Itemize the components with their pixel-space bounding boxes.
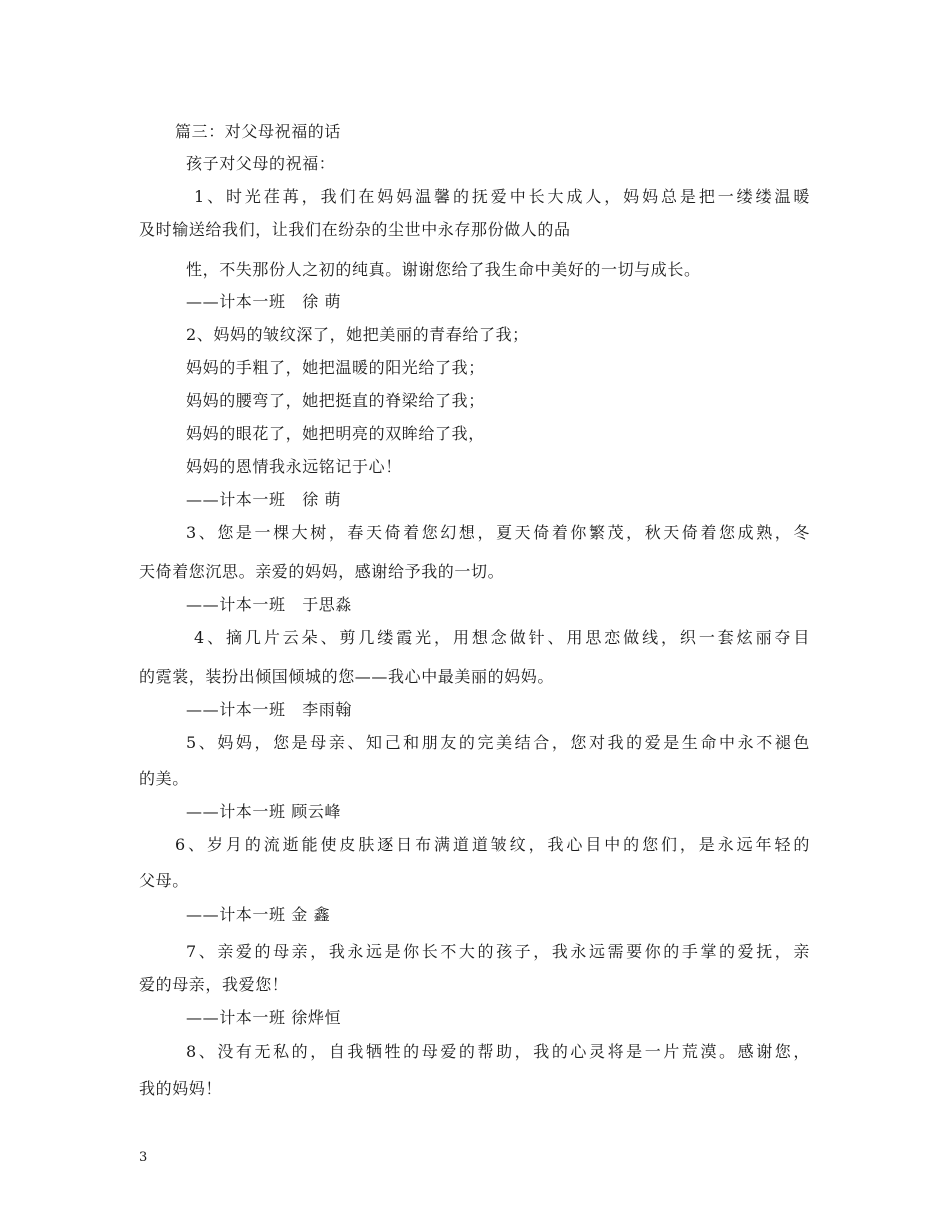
paragraph-line: 我的妈妈！ [139, 1079, 223, 1098]
signature-line: ——计本一班 徐 萌 [186, 292, 342, 311]
paragraph-line: 及时输送给我们，让我们在纷杂的尘世中永存那份做人的品 [139, 220, 571, 239]
paragraph-line: 的霓裳，装扮出倾国倾城的您——我心中最美丽的妈妈。 [139, 667, 555, 686]
signature-line: ——计本一班 于思淼 [186, 595, 353, 614]
section-heading: 篇三：对父母祝福的话 [175, 122, 342, 141]
signature-line: ——计本一班 李雨翰 [186, 700, 353, 719]
paragraph-line: 妈妈的手粗了，她把温暖的阳光给了我； [186, 358, 485, 377]
signature-line: ——计本一班 金 鑫 [186, 905, 331, 924]
signature-line: ——计本一班 徐 萌 [186, 490, 342, 509]
signature-line: ——计本一班 徐烨恒 [186, 1008, 342, 1027]
paragraph-line: 妈妈的腰弯了，她把挺直的脊梁给了我； [186, 391, 485, 410]
paragraph-line: 7、亲爱的母亲，我永远是你长不大的孩子，我永远需要你的手掌的爱抚，亲 [186, 942, 810, 961]
paragraph-line: 5、妈妈，您是母亲、知己和朋友的完美结合，您对我的爱是生命中永不褪色 [186, 733, 810, 752]
paragraph-line: 天倚着您沉思。亲爱的妈妈，感谢给予我的一切。 [139, 562, 505, 581]
paragraph-line: 妈妈的恩情我永远铭记于心！ [186, 457, 402, 476]
paragraph-line: 父母。 [139, 871, 189, 890]
paragraph-line: 的美。 [139, 769, 189, 788]
paragraph-line: 4、摘几片云朵、剪几缕霞光，用想念做针、用思恋做线，织一套炫丽夺目 [194, 628, 810, 647]
subheading: 孩子对父母的祝福： [186, 154, 336, 173]
signature-line: ——计本一班 顾云峰 [186, 802, 342, 821]
paragraph-line: 2、妈妈的皱纹深了，她把美丽的青春给了我； [186, 325, 529, 344]
paragraph-line: 1、时光荏苒，我们在妈妈温馨的抚爱中长大成人，妈妈总是把一缕缕温暖 [194, 187, 810, 206]
paragraph-line: 妈妈的眼花了，她把明亮的双眸给了我， [186, 424, 485, 443]
page-number: 3 [139, 1150, 148, 1165]
paragraph-line: 6、岁月的流逝能使皮肤逐日布满道道皱纹，我心目中的您们，是永远年轻的 [175, 835, 810, 854]
paragraph-line: 8、没有无私的，自我牺牲的母爱的帮助，我的心灵将是一片荒漠。感谢您， [186, 1042, 810, 1061]
paragraph-line: 爱的母亲，我爱您！ [139, 975, 289, 994]
paragraph-line: 性，不失那份人之初的纯真。谢谢您给了我生命中美好的一切与成长。 [186, 260, 701, 279]
paragraph-line: 3、您是一棵大树，春天倚着您幻想，夏天倚着你繁茂，秋天倚着您成熟，冬 [186, 523, 810, 542]
